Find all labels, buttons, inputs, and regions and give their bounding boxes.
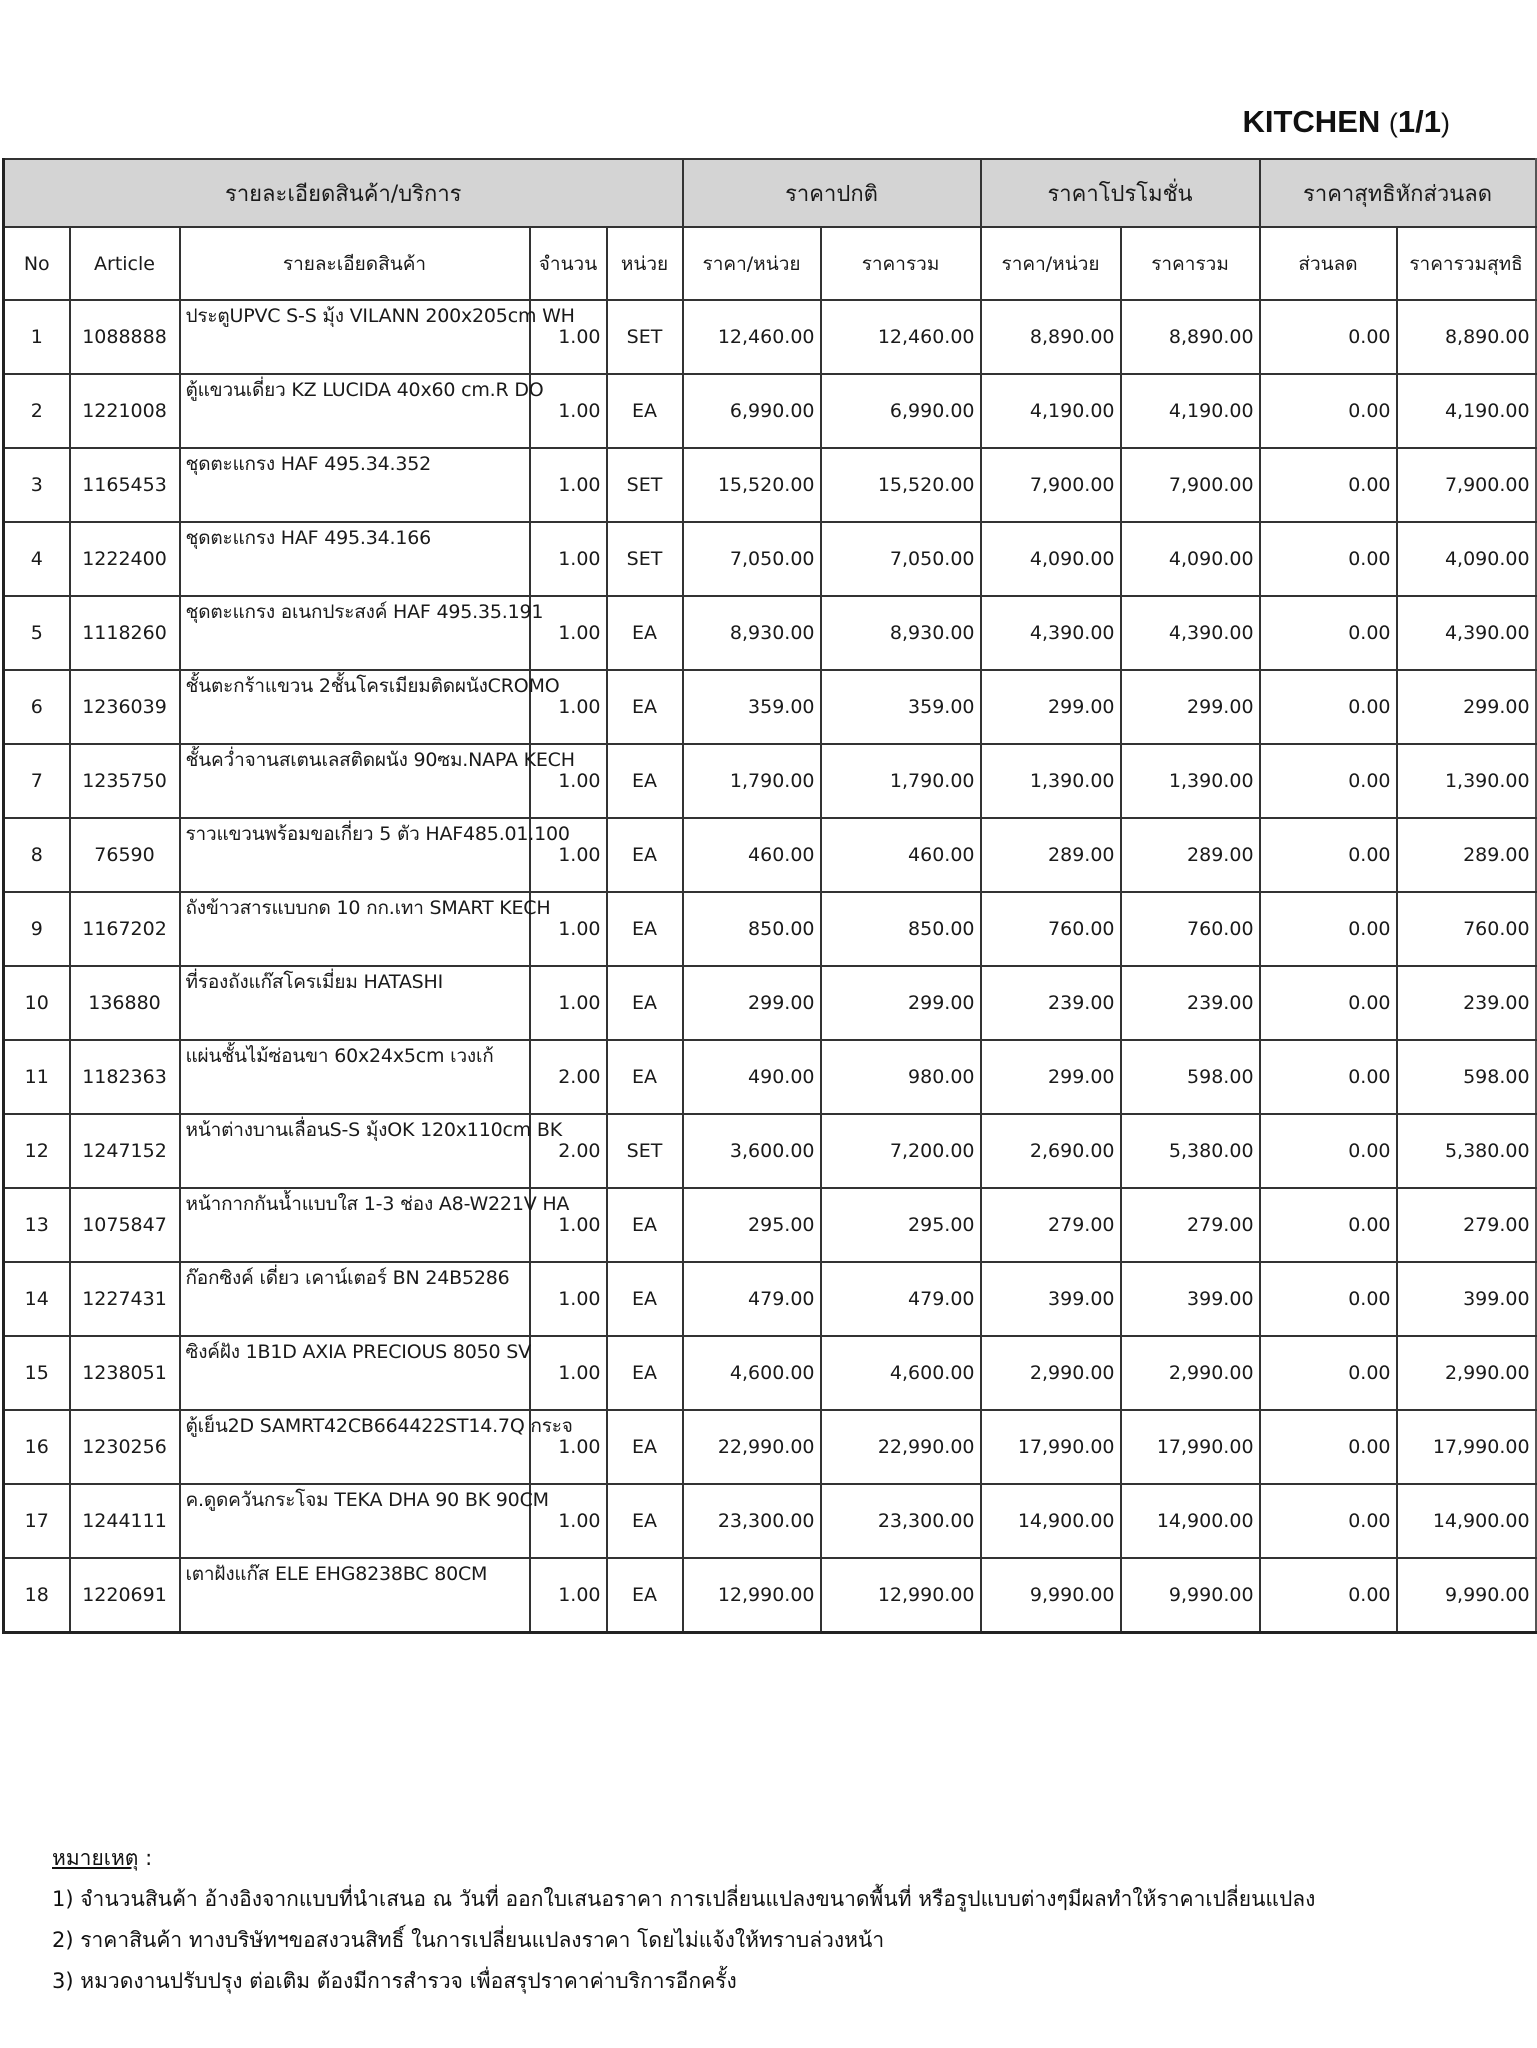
row-no-cell: 17 (4, 1484, 70, 1558)
col-discount-header: ส่วนลด (1260, 227, 1397, 300)
row-normal-total-cell: 4,600.00 (821, 1336, 981, 1410)
row-promo-unit-price-cell: 760.00 (981, 892, 1121, 966)
row-discount-cell: 0.00 (1260, 522, 1397, 596)
row-promo-total-cell: 5,380.00 (1121, 1114, 1260, 1188)
row-no-cell: 16 (4, 1410, 70, 1484)
col-qty-header: จำนวน (530, 227, 607, 300)
col-normal-total-header: ราคารวม (821, 227, 981, 300)
row-promo-total-cell: 239.00 (1121, 966, 1260, 1040)
row-net-total-cell: 598.00 (1397, 1040, 1536, 1114)
table-row (4, 1188, 1536, 1262)
notes-heading: หมายเหตุ (52, 1846, 139, 1870)
row-promo-total-cell: 4,190.00 (1121, 374, 1260, 448)
row-unit-cell: SET (607, 522, 683, 596)
row-normal-total-cell: 850.00 (821, 892, 981, 966)
col-promo-total-header: ราคารวม (1121, 227, 1260, 300)
col-promo-unit-price-header: ราคา/หน่วย (981, 227, 1121, 300)
row-discount-cell: 0.00 (1260, 1188, 1397, 1262)
row-no-cell: 15 (4, 1336, 70, 1410)
row-normal-total-cell: 359.00 (821, 670, 981, 744)
row-net-total-cell: 760.00 (1397, 892, 1536, 966)
row-promo-total-cell: 9,990.00 (1121, 1558, 1260, 1633)
row-promo-total-cell: 1,390.00 (1121, 744, 1260, 818)
row-no-cell: 10 (4, 966, 70, 1040)
row-description-cell: ชั้นตะกร้าแขวน 2ชั้นโครเมียมติดผนังCROMO (180, 670, 530, 744)
row-discount-cell: 0.00 (1260, 1336, 1397, 1410)
title-page: 1/1 (1397, 104, 1441, 139)
row-normal-unit-price-cell: 3,600.00 (683, 1114, 821, 1188)
row-description-cell: ก๊อกซิงค์ เดี่ยว เคาน์เตอร์ BN 24B5286 (180, 1262, 530, 1336)
table-row (4, 374, 1536, 448)
row-qty-cell: 1.00 (530, 670, 607, 744)
row-qty-cell: 1.00 (530, 1188, 607, 1262)
row-no-cell: 4 (4, 522, 70, 596)
group-details-header: รายละเอียดสินค้า/บริการ (4, 159, 683, 227)
row-promo-total-cell: 289.00 (1121, 818, 1260, 892)
row-promo-total-cell: 279.00 (1121, 1188, 1260, 1262)
row-discount-cell: 0.00 (1260, 1040, 1397, 1114)
table-row (4, 1336, 1536, 1410)
row-net-total-cell: 4,390.00 (1397, 596, 1536, 670)
row-description-cell: ที่รองถังแก๊สโครเมี่ยม HATASHI (180, 966, 530, 1040)
row-qty-cell: 1.00 (530, 892, 607, 966)
row-description-cell: หน้ากากกันน้ำแบบใส 1-3 ช่อง A8-W221V HA (180, 1188, 530, 1262)
table-row (4, 892, 1536, 966)
row-qty-cell: 1.00 (530, 1262, 607, 1336)
row-unit-cell: EA (607, 1410, 683, 1484)
row-normal-total-cell: 299.00 (821, 966, 981, 1040)
row-promo-unit-price-cell: 399.00 (981, 1262, 1121, 1336)
row-no-cell: 5 (4, 596, 70, 670)
row-no-cell: 14 (4, 1262, 70, 1336)
row-qty-cell: 1.00 (530, 1336, 607, 1410)
row-net-total-cell: 9,990.00 (1397, 1558, 1536, 1633)
table-row (4, 596, 1536, 670)
title-paren-close: ) (1441, 108, 1450, 138)
row-qty-cell: 1.00 (530, 744, 607, 818)
table-row (4, 1114, 1536, 1188)
row-discount-cell: 0.00 (1260, 596, 1397, 670)
row-description-cell: ตู้แขวนเดี่ยว KZ LUCIDA 40x60 cm.R DO (180, 374, 530, 448)
row-discount-cell: 0.00 (1260, 1262, 1397, 1336)
row-discount-cell: 0.00 (1260, 892, 1397, 966)
row-article-cell: 1244111 (70, 1484, 180, 1558)
row-article-cell: 1167202 (70, 892, 180, 966)
row-normal-unit-price-cell: 299.00 (683, 966, 821, 1040)
row-promo-total-cell: 598.00 (1121, 1040, 1260, 1114)
row-normal-unit-price-cell: 12,460.00 (683, 300, 821, 374)
col-article-header: Article (70, 227, 180, 300)
row-net-total-cell: 8,890.00 (1397, 300, 1536, 374)
table-row (4, 448, 1536, 522)
row-description-cell: ประตูUPVC S-S มุ้ง VILANN 200x205cm WH (180, 300, 530, 374)
note-item: 2) ราคาสินค้า ทางบริษัทฯขอสงวนสิทธิ์ ในการเปลี่ยนแปลงราคา โดยไม่แจ้งให้ทราบล่วงหน้า (52, 1928, 885, 1952)
row-normal-unit-price-cell: 460.00 (683, 818, 821, 892)
row-description-cell: ถังข้าวสารแบบกด 10 กก.เทา SMART KECH (180, 892, 530, 966)
group-header-row (4, 159, 1536, 227)
row-discount-cell: 0.00 (1260, 300, 1397, 374)
row-no-cell: 6 (4, 670, 70, 744)
row-normal-total-cell: 12,990.00 (821, 1558, 981, 1633)
row-promo-unit-price-cell: 2,990.00 (981, 1336, 1121, 1410)
row-article-cell: 136880 (70, 966, 180, 1040)
row-net-total-cell: 17,990.00 (1397, 1410, 1536, 1484)
col-unit-header: หน่วย (607, 227, 683, 300)
table-row (4, 1040, 1536, 1114)
row-article-cell: 1247152 (70, 1114, 180, 1188)
col-no-header: No (4, 227, 70, 300)
row-description-cell: ชุดตะแกรง HAF 495.34.352 (180, 448, 530, 522)
page-title (1242, 104, 1450, 140)
row-promo-total-cell: 17,990.00 (1121, 1410, 1260, 1484)
row-unit-cell: EA (607, 892, 683, 966)
row-net-total-cell: 239.00 (1397, 966, 1536, 1040)
row-promo-total-cell: 7,900.00 (1121, 448, 1260, 522)
table-row (4, 1410, 1536, 1484)
row-qty-cell: 1.00 (530, 1484, 607, 1558)
row-promo-unit-price-cell: 1,390.00 (981, 744, 1121, 818)
row-net-total-cell: 1,390.00 (1397, 744, 1536, 818)
row-qty-cell: 1.00 (530, 818, 607, 892)
row-net-total-cell: 299.00 (1397, 670, 1536, 744)
row-normal-total-cell: 7,200.00 (821, 1114, 981, 1188)
note-item: 3) หมวดงานปรับปรุง ต่อเติม ต้องมีการสำรวจ เพื่อสรุปราคาค่าบริการอีกครั้ง (52, 1969, 737, 1993)
row-no-cell: 18 (4, 1558, 70, 1633)
group-normal-price-header: ราคาปกติ (683, 159, 981, 227)
row-no-cell: 8 (4, 818, 70, 892)
row-discount-cell: 0.00 (1260, 1114, 1397, 1188)
row-discount-cell: 0.00 (1260, 966, 1397, 1040)
row-description-cell: ตู้เย็น2D SAMRT42CB664422ST14.7Q กระจ (180, 1410, 530, 1484)
row-discount-cell: 0.00 (1260, 1484, 1397, 1558)
row-article-cell: 1227431 (70, 1262, 180, 1336)
row-qty-cell: 1.00 (530, 374, 607, 448)
row-article-cell: 76590 (70, 818, 180, 892)
row-normal-total-cell: 479.00 (821, 1262, 981, 1336)
notes-colon: : (138, 1846, 153, 1870)
row-promo-unit-price-cell: 4,190.00 (981, 374, 1121, 448)
row-article-cell: 1238051 (70, 1336, 180, 1410)
title-paren-open: ( (1388, 108, 1398, 138)
row-promo-unit-price-cell: 8,890.00 (981, 300, 1121, 374)
col-normal-unit-price-header: ราคา/หน่วย (683, 227, 821, 300)
row-normal-unit-price-cell: 8,930.00 (683, 596, 821, 670)
row-promo-unit-price-cell: 14,900.00 (981, 1484, 1121, 1558)
group-net-price-header: ราคาสุทธิหักส่วนลด (1260, 159, 1536, 227)
quotation-table (2, 158, 1537, 1634)
row-description-cell: ราวแขวนพร้อมขอเกี่ยว 5 ตัว HAF485.01.100 (180, 818, 530, 892)
row-qty-cell: 1.00 (530, 1558, 607, 1633)
row-normal-total-cell: 22,990.00 (821, 1410, 981, 1484)
row-normal-unit-price-cell: 23,300.00 (683, 1484, 821, 1558)
row-promo-total-cell: 760.00 (1121, 892, 1260, 966)
row-article-cell: 1118260 (70, 596, 180, 670)
title-main: KITCHEN (1242, 104, 1381, 139)
row-article-cell: 1165453 (70, 448, 180, 522)
row-unit-cell: SET (607, 448, 683, 522)
row-qty-cell: 1.00 (530, 448, 607, 522)
row-promo-unit-price-cell: 279.00 (981, 1188, 1121, 1262)
table-row (4, 522, 1536, 596)
row-description-cell: ชุดตะแกรง อเนกประสงค์ HAF 495.35.191 (180, 596, 530, 670)
notes-heading-line (52, 1838, 1315, 1879)
row-normal-unit-price-cell: 359.00 (683, 670, 821, 744)
row-net-total-cell: 399.00 (1397, 1262, 1536, 1336)
row-promo-total-cell: 4,090.00 (1121, 522, 1260, 596)
row-discount-cell: 0.00 (1260, 744, 1397, 818)
row-article-cell: 1221008 (70, 374, 180, 448)
row-normal-total-cell: 980.00 (821, 1040, 981, 1114)
row-article-cell: 1235750 (70, 744, 180, 818)
row-promo-unit-price-cell: 9,990.00 (981, 1558, 1121, 1633)
row-promo-unit-price-cell: 299.00 (981, 1040, 1121, 1114)
row-net-total-cell: 289.00 (1397, 818, 1536, 892)
row-qty-cell: 1.00 (530, 596, 607, 670)
row-discount-cell: 0.00 (1260, 818, 1397, 892)
row-promo-unit-price-cell: 17,990.00 (981, 1410, 1121, 1484)
row-net-total-cell: 2,990.00 (1397, 1336, 1536, 1410)
row-no-cell: 2 (4, 374, 70, 448)
table-row (4, 1558, 1536, 1633)
row-article-cell: 1220691 (70, 1558, 180, 1633)
row-discount-cell: 0.00 (1260, 1558, 1397, 1633)
row-normal-total-cell: 12,460.00 (821, 300, 981, 374)
row-discount-cell: 0.00 (1260, 1410, 1397, 1484)
row-unit-cell: EA (607, 966, 683, 1040)
row-qty-cell: 1.00 (530, 522, 607, 596)
row-normal-unit-price-cell: 7,050.00 (683, 522, 821, 596)
row-net-total-cell: 5,380.00 (1397, 1114, 1536, 1188)
row-qty-cell: 1.00 (530, 300, 607, 374)
row-normal-total-cell: 460.00 (821, 818, 981, 892)
row-description-cell: แผ่นชั้นไม้ซ่อนขา 60x24x5cm เวงเก้ (180, 1040, 530, 1114)
table-row (4, 300, 1536, 374)
row-unit-cell: EA (607, 596, 683, 670)
row-promo-unit-price-cell: 239.00 (981, 966, 1121, 1040)
row-net-total-cell: 4,190.00 (1397, 374, 1536, 448)
row-net-total-cell: 7,900.00 (1397, 448, 1536, 522)
col-net-total-header: ราคารวมสุทธิ (1397, 227, 1536, 300)
row-unit-cell: EA (607, 1262, 683, 1336)
row-normal-unit-price-cell: 1,790.00 (683, 744, 821, 818)
row-unit-cell: EA (607, 1484, 683, 1558)
row-normal-unit-price-cell: 850.00 (683, 892, 821, 966)
row-normal-unit-price-cell: 490.00 (683, 1040, 821, 1114)
row-normal-unit-price-cell: 12,990.00 (683, 1558, 821, 1633)
row-qty-cell: 2.00 (530, 1114, 607, 1188)
row-normal-unit-price-cell: 479.00 (683, 1262, 821, 1336)
row-net-total-cell: 4,090.00 (1397, 522, 1536, 596)
row-no-cell: 13 (4, 1188, 70, 1262)
row-no-cell: 11 (4, 1040, 70, 1114)
table-row (4, 818, 1536, 892)
row-normal-unit-price-cell: 22,990.00 (683, 1410, 821, 1484)
row-normal-total-cell: 23,300.00 (821, 1484, 981, 1558)
row-unit-cell: EA (607, 1336, 683, 1410)
row-normal-unit-price-cell: 4,600.00 (683, 1336, 821, 1410)
row-normal-total-cell: 7,050.00 (821, 522, 981, 596)
row-qty-cell: 1.00 (530, 966, 607, 1040)
row-normal-unit-price-cell: 295.00 (683, 1188, 821, 1262)
row-unit-cell: EA (607, 818, 683, 892)
col-description-header: รายละเอียดสินค้า (180, 227, 530, 300)
row-net-total-cell: 279.00 (1397, 1188, 1536, 1262)
row-promo-total-cell: 2,990.00 (1121, 1336, 1260, 1410)
row-net-total-cell: 14,900.00 (1397, 1484, 1536, 1558)
row-unit-cell: EA (607, 744, 683, 818)
row-no-cell: 9 (4, 892, 70, 966)
row-no-cell: 12 (4, 1114, 70, 1188)
row-no-cell: 3 (4, 448, 70, 522)
row-promo-total-cell: 14,900.00 (1121, 1484, 1260, 1558)
row-unit-cell: EA (607, 670, 683, 744)
table-row (4, 1262, 1536, 1336)
row-promo-unit-price-cell: 289.00 (981, 818, 1121, 892)
row-normal-unit-price-cell: 15,520.00 (683, 448, 821, 522)
note-item: 1) จำนวนสินค้า อ้างอิงจากแบบที่นำเสนอ ณ วันที่ ออกใบเสนอราคา การเปลี่ยนแปลงขนาดพื้นที่ หรือรูปแบบต่างๆมีผลทำให้ราคาเปลี่ยนแปลง (52, 1887, 1316, 1911)
row-discount-cell: 0.00 (1260, 374, 1397, 448)
row-unit-cell: EA (607, 1040, 683, 1114)
row-article-cell: 1230256 (70, 1410, 180, 1484)
row-normal-total-cell: 15,520.00 (821, 448, 981, 522)
row-article-cell: 1222400 (70, 522, 180, 596)
row-description-cell: ค.ดูดควันกระโจม TEKA DHA 90 BK 90CM (180, 1484, 530, 1558)
table-row (4, 670, 1536, 744)
row-no-cell: 7 (4, 744, 70, 818)
row-promo-unit-price-cell: 2,690.00 (981, 1114, 1121, 1188)
row-normal-total-cell: 295.00 (821, 1188, 981, 1262)
notes-section (52, 1838, 1315, 2002)
row-normal-total-cell: 1,790.00 (821, 744, 981, 818)
row-description-cell: เตาฝังแก๊ส ELE EHG8238BC 80CM (180, 1558, 530, 1633)
row-promo-unit-price-cell: 4,090.00 (981, 522, 1121, 596)
row-promo-unit-price-cell: 4,390.00 (981, 596, 1121, 670)
row-unit-cell: SET (607, 300, 683, 374)
row-article-cell: 1236039 (70, 670, 180, 744)
row-article-cell: 1075847 (70, 1188, 180, 1262)
row-description-cell: ซิงค์ฝัง 1B1D AXIA PRECIOUS 8050 SV (180, 1336, 530, 1410)
row-unit-cell: EA (607, 1188, 683, 1262)
row-promo-total-cell: 8,890.00 (1121, 300, 1260, 374)
row-article-cell: 1182363 (70, 1040, 180, 1114)
row-unit-cell: EA (607, 1558, 683, 1633)
table-row (4, 744, 1536, 818)
row-normal-total-cell: 6,990.00 (821, 374, 981, 448)
group-promo-price-header: ราคาโปรโมชั่น (981, 159, 1260, 227)
row-promo-total-cell: 4,390.00 (1121, 596, 1260, 670)
row-no-cell: 1 (4, 300, 70, 374)
row-qty-cell: 2.00 (530, 1040, 607, 1114)
row-normal-total-cell: 8,930.00 (821, 596, 981, 670)
table-row (4, 966, 1536, 1040)
row-unit-cell: EA (607, 374, 683, 448)
row-promo-unit-price-cell: 299.00 (981, 670, 1121, 744)
row-description-cell: หน้าต่างบานเลื่อนS-S มุ้งOK 120x110cm BK (180, 1114, 530, 1188)
row-promo-unit-price-cell: 7,900.00 (981, 448, 1121, 522)
table-body (4, 300, 1536, 1633)
table-row (4, 1484, 1536, 1558)
row-discount-cell: 0.00 (1260, 448, 1397, 522)
row-promo-total-cell: 399.00 (1121, 1262, 1260, 1336)
row-article-cell: 1088888 (70, 300, 180, 374)
column-header-row (4, 227, 1536, 300)
row-description-cell: ชุดตะแกรง HAF 495.34.166 (180, 522, 530, 596)
row-normal-unit-price-cell: 6,990.00 (683, 374, 821, 448)
row-qty-cell: 1.00 (530, 1410, 607, 1484)
row-promo-total-cell: 299.00 (1121, 670, 1260, 744)
row-description-cell: ชั้นคว่ำจานสเตนเลสติดผนัง 90ซม.NAPA KECH (180, 744, 530, 818)
row-discount-cell: 0.00 (1260, 670, 1397, 744)
row-unit-cell: SET (607, 1114, 683, 1188)
